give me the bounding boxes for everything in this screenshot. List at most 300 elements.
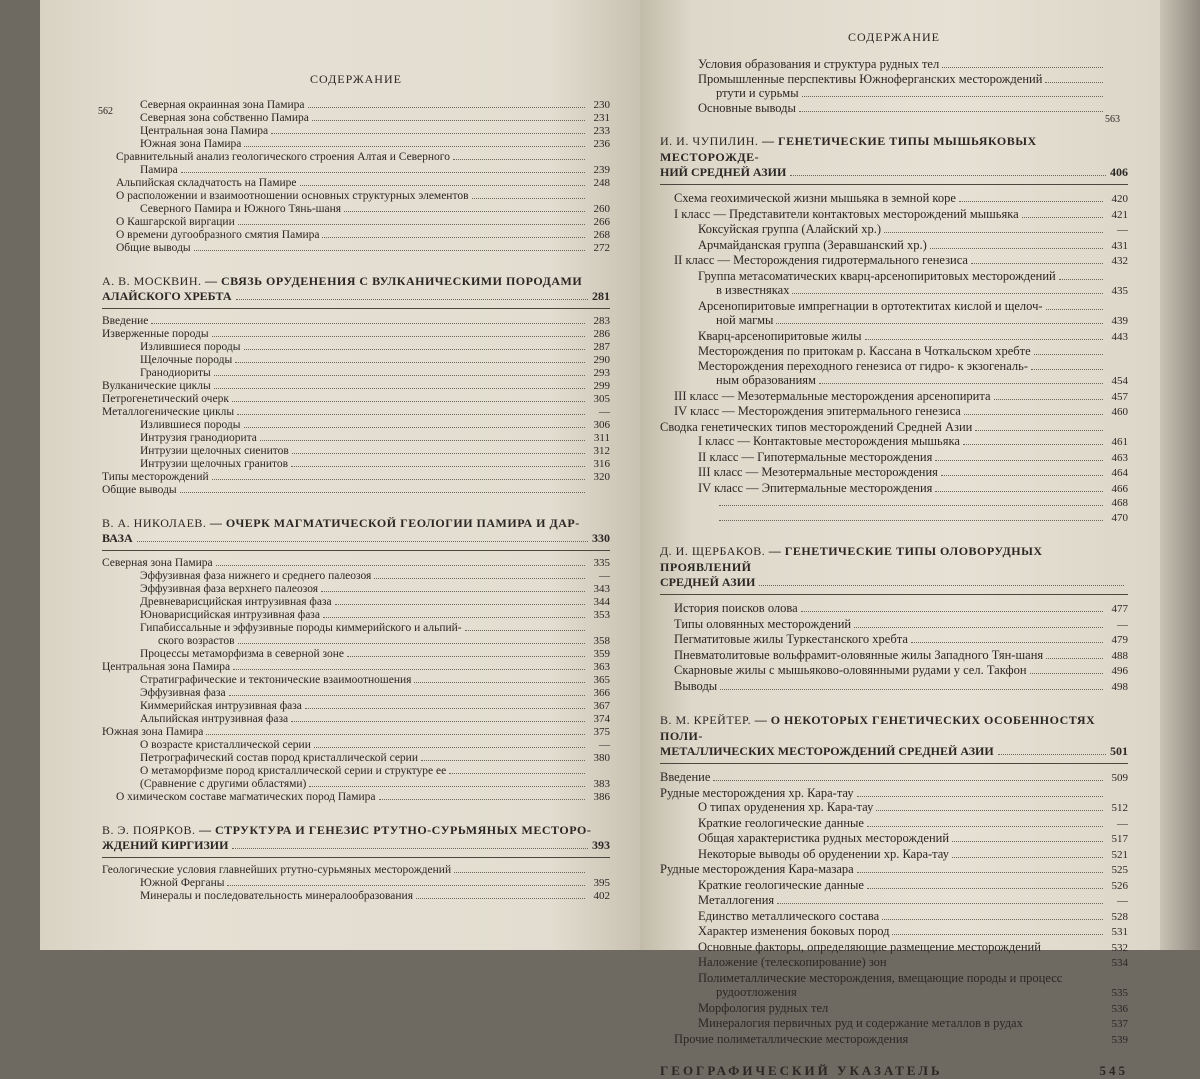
toc-entry-title: ным образованиям (716, 373, 816, 387)
toc-sections (660, 133, 1128, 1047)
toc-entry-title: Южная зона Памира (102, 726, 204, 738)
section-title-line1: — ГЕНЕТИЧЕСКИЕ ТИПЫ ОЛОВОРУДНЫХ ПРОЯВЛЕНИЙ (660, 544, 1043, 574)
toc-entry-title: Металлогенические циклы (102, 406, 235, 418)
dot-leader (454, 872, 585, 873)
toc-entry-page: 316 (593, 458, 610, 470)
section-title-line2-row (102, 289, 610, 304)
dot-leader (1022, 217, 1103, 218)
toc-entry (660, 511, 1128, 526)
dot-leader (465, 630, 585, 631)
toc-entry-page: 521 (1111, 848, 1128, 861)
toc-entry-title: Гранодиориты (140, 367, 211, 379)
section-heading (660, 133, 1128, 165)
dot-leader (882, 919, 1103, 920)
toc-entry (102, 765, 610, 778)
toc-entry-title: Прочие полиметаллические месторождения (674, 1031, 909, 1046)
dot-leader (867, 888, 1103, 889)
toc-entry-title: I класс — Представители контактовых месторождений мышьяка (674, 206, 1019, 221)
toc-entry-page: 239 (593, 164, 610, 176)
toc-entry (660, 283, 1128, 299)
toc-entry (660, 679, 1128, 695)
dot-leader (857, 796, 1103, 797)
toc-entry-title: Северная зона Памира (102, 557, 213, 569)
section-rule (102, 550, 610, 551)
dot-leader (947, 1074, 1096, 1075)
dot-leader (857, 872, 1103, 873)
toc-entry-title: Процессы метаморфизма в северной зоне (140, 648, 345, 660)
toc-entry-title: рудоотложения (716, 985, 797, 999)
page-number: 563 (1105, 114, 1120, 125)
toc-entry (660, 420, 1128, 435)
toc-entry-title: в известняках (716, 283, 790, 297)
dot-leader (312, 120, 585, 121)
toc-entry-title: Характер изменения боковых пород (698, 924, 890, 938)
dot-leader (1059, 279, 1103, 280)
dot-leader (137, 541, 588, 542)
section-title-line2: МЕТАЛЛИЧЕСКИХ МЕСТОРОЖДЕНИЙ СРЕДНЕЙ АЗИИ (660, 744, 994, 758)
toc-entry (102, 328, 610, 341)
toc-entry-title: Вулканические циклы (102, 380, 211, 392)
section-author: А. В. МОСКВИН. (102, 274, 202, 288)
toc-entry-page: 365 (593, 674, 610, 686)
section-title-line1: — СВЯЗЬ ОРУДЕНЕНИЯ С ВУЛКАНИЧЕСКИМИ ПОРОДАМИ (205, 274, 583, 288)
section-title-line2-row (102, 531, 610, 546)
toc-entry (660, 101, 1128, 116)
toc-entry (660, 831, 1128, 847)
toc-entry (660, 770, 1128, 786)
toc-entry-title: III класс — Мезотермальные месторождения (698, 465, 938, 479)
toc-entry-page: 531 (1111, 926, 1128, 938)
dot-leader (229, 695, 585, 696)
section-heading (660, 712, 1128, 744)
toc-entry-title: Арсенопиритовые импрегнации в ортотектитах кислой и щелоч- (698, 298, 1043, 313)
toc-entry-page: 363 (593, 661, 610, 673)
section-heading (102, 515, 610, 531)
dot-leader (300, 185, 585, 186)
toc-entry-title: II класс — Гипотермальные месторождения (698, 449, 933, 464)
toc-entry (102, 341, 610, 354)
toc-entry (660, 299, 1128, 314)
toc-entry-page: 380 (593, 752, 610, 764)
dot-leader (802, 96, 1103, 97)
section-title-line2: СРЕДНЕЙ АЗИИ (660, 575, 756, 589)
toc-entry (660, 238, 1128, 254)
toc-entry-title: Сравнительный анализ геологического строения Алтая и Северного (116, 151, 450, 163)
dot-leader (180, 492, 585, 493)
toc-entry-title: Условия образования и структура рудных тел (698, 57, 940, 71)
toc-entry (102, 609, 610, 622)
toc-entry-title: Стратиграфические и тектонические взаимоотношения (140, 674, 412, 686)
toc-entry-page: 286 (593, 328, 610, 340)
dot-leader (930, 248, 1103, 249)
toc-entry-title: Южная зона Памира (140, 138, 242, 150)
toc-entry-title: Минералогия первичных руд и содержание металлов в рудах (698, 1016, 1023, 1030)
dot-leader (214, 375, 585, 376)
toc-entry-page: 395 (593, 877, 610, 889)
toc-entry (102, 471, 610, 484)
toc-entry (660, 800, 1128, 816)
section-title-line2: ВАЗА (102, 531, 133, 545)
toc-entry-page: 236 (593, 138, 610, 150)
dot-leader (206, 734, 585, 735)
dot-leader (911, 1042, 1103, 1043)
toc-entry-title: Петрографический состав пород кристаллической серии (140, 752, 418, 764)
toc-entry-page: 539 (1111, 1033, 1128, 1046)
toc-entry (660, 207, 1128, 223)
toc-entry-title: О возрасте кристаллической серии (140, 739, 311, 751)
toc-entry (660, 1001, 1128, 1017)
section-title-line1: — СТРУКТУРА И ГЕНЕЗИС РТУТНО-СУРЬМЯНЫХ МЕСТОРО- (198, 823, 592, 837)
dot-leader (151, 323, 585, 324)
dot-leader (1031, 369, 1103, 370)
toc-entry (102, 570, 610, 583)
dot-leader (322, 237, 585, 238)
section-heading (102, 822, 610, 838)
running-head: СОДЕРЖАНИЕ (310, 72, 402, 86)
toc-entry-page: 231 (593, 112, 610, 124)
toc-entry-page: — (599, 570, 610, 582)
toc-entry (102, 203, 610, 216)
toc-entry-title: Изверженные породы (102, 328, 209, 340)
toc-entry (102, 216, 610, 229)
toc-entry (102, 164, 610, 177)
toc-entry (660, 86, 1128, 101)
toc-entry-title: Южной Ферганы (140, 877, 225, 889)
toc-entry (660, 313, 1128, 329)
toc-entry-title: Северного Памира и Южного Тянь-шаня (140, 203, 342, 215)
dot-leader (876, 810, 1103, 811)
dot-leader (964, 414, 1103, 415)
toc-entry-title: Группа метасоматических кварц-арсенопиритовых месторождений (698, 268, 1056, 283)
toc-entry (660, 878, 1128, 894)
toc-entry-title: Введение (660, 770, 711, 784)
dot-leader (232, 401, 585, 402)
toc-entry-page: 299 (593, 380, 610, 392)
toc-entry-page: 366 (593, 687, 610, 699)
toc-entry-page: 335 (593, 557, 610, 569)
dot-leader (236, 299, 588, 300)
toc-entry-page: 461 (1111, 436, 1128, 448)
dot-leader (308, 107, 585, 108)
toc-entry-title: Арчмайданская группа (Зеравшанский хр.) (698, 237, 927, 252)
toc-entry (102, 557, 610, 570)
toc-entry (102, 367, 610, 380)
dot-leader (998, 754, 1106, 755)
toc-entry (660, 373, 1128, 389)
toc-entry-page: 488 (1111, 649, 1128, 662)
toc-entry-title: Наложение (телескопирование) зон (698, 955, 887, 969)
toc-entry-title: Сводка генетических типов месторождений Средней Азии (660, 419, 973, 434)
dot-leader (238, 643, 585, 644)
dot-leader (449, 773, 585, 774)
toc-entry-page: — (1117, 618, 1128, 631)
toc-entry-title: Выводы (674, 678, 718, 693)
toc-entry-title: ртути и сурьмы (716, 86, 799, 100)
toc-entry-page: 528 (1111, 910, 1128, 923)
toc-entry (660, 253, 1128, 269)
toc-entry-title: О химическом составе магматических пород Памира (116, 791, 376, 803)
toc-entry (102, 380, 610, 393)
section-page: 330 (592, 531, 610, 545)
toc-entry (102, 484, 610, 497)
toc-entry-page: 312 (593, 445, 610, 457)
toc-entry-title: Рудные месторождения хр. Кара-тау (660, 785, 854, 800)
toc-entry-title: Геологические условия главнейших ртутно-сурьмяных месторождений (102, 864, 452, 876)
toc-final-entry (660, 1063, 1128, 1079)
toc-entry (102, 739, 610, 752)
section-title-line1: — ГЕНЕТИЧЕСКИЕ ТИПЫ МЫШЬЯКОВЫХ МЕСТОРОЖДЕ- (660, 134, 1037, 164)
toc-entry-page: 435 (1111, 285, 1128, 297)
toc-entry (660, 269, 1128, 284)
dot-leader (216, 565, 585, 566)
toc-entry (660, 481, 1128, 497)
toc-entry-page: 463 (1111, 451, 1128, 464)
dot-leader (453, 159, 585, 160)
dot-leader (374, 578, 585, 579)
toc-entry-page: 517 (1111, 833, 1128, 845)
toc-entry-title: Общие выводы (102, 484, 177, 496)
toc-entry-title: Северная зона собственно Памира (140, 112, 309, 124)
toc-entry-title: Схема геохимической жизни мышьяка в земной коре (674, 191, 956, 205)
toc-entry-title: Эффузивная фаза нижнего и среднего палеозоя (140, 570, 372, 582)
section-rule (102, 308, 610, 309)
dot-leader (994, 399, 1104, 400)
toc-section (102, 273, 610, 497)
toc-entry-title: ского возрастов (158, 635, 235, 647)
section-heading (660, 543, 1128, 575)
toc-entry-page: — (1117, 224, 1128, 236)
section-title-line1: — ОЧЕРК МАГМАТИЧЕСКОЙ ГЕОЛОГИИ ПАМИРА И ДАР- (209, 516, 580, 530)
dot-leader (344, 211, 585, 212)
toc-entry-page: 293 (593, 367, 610, 379)
toc-entry (102, 635, 610, 648)
toc-entry-page: 454 (1111, 375, 1128, 387)
toc-entry (102, 596, 610, 609)
toc-entry (102, 778, 610, 791)
toc-entry-page: 468 (1111, 497, 1128, 509)
dot-leader (214, 388, 585, 389)
toc-entry-title: III класс — Мезотермальные месторождения арсенопирита (674, 388, 991, 403)
toc-entry (102, 125, 610, 138)
section-author: И. И. ЧУПИЛИН. (660, 134, 759, 148)
toc-entry (102, 112, 610, 125)
dot-leader (244, 146, 585, 147)
toc-entry-page: 375 (593, 726, 610, 738)
section-author: В. А. НИКОЛАЕВ. (102, 516, 207, 530)
toc-entry-title: Скарновые жилы с мышьяково-оловянными рудами у сел. Такфон (674, 663, 1027, 677)
toc-entry-page: 233 (593, 125, 610, 137)
dot-leader (941, 475, 1103, 476)
toc-entry-page: 402 (593, 890, 610, 902)
toc-entry-title: Пегматитовые жилы Туркестанского хребта (674, 632, 908, 646)
toc-entry-page: 272 (593, 242, 610, 254)
dot-leader (971, 263, 1103, 264)
section-title-line2-row (102, 838, 610, 853)
dot-leader (260, 440, 585, 441)
toc-entry (102, 393, 610, 406)
toc-entry-title: О Кашгарской виргации (116, 216, 235, 228)
toc-entry (102, 700, 610, 713)
toc-entry-title: Морфология рудных тел (698, 1000, 829, 1015)
toc-entry-title: Краткие геологические данные (698, 815, 864, 830)
toc-entry (102, 687, 610, 700)
toc-entry-title: Рудные месторождения Кара-мазара (660, 862, 854, 876)
toc-entry-page: 470 (1111, 511, 1128, 524)
toc-entry (102, 864, 610, 877)
toc-entry (102, 242, 610, 255)
toc-entry-title: Древневарисцийская интрузивная фаза (140, 596, 332, 608)
toc-entry-title: II класс — Месторождения гидротермального генезиса (674, 253, 968, 267)
toc-entry-page: 525 (1111, 864, 1128, 876)
dot-leader (271, 133, 585, 134)
toc-entry (660, 465, 1128, 481)
toc-entry (102, 99, 610, 112)
dot-leader (963, 444, 1103, 445)
dot-leader (720, 689, 1103, 690)
dot-leader (777, 903, 1103, 904)
toc-entry (660, 971, 1128, 986)
toc-entry (660, 924, 1128, 940)
dot-leader (935, 460, 1103, 461)
toc-entry (102, 674, 610, 687)
dot-leader (884, 232, 1103, 233)
toc-entry-title: Основные выводы (698, 100, 796, 115)
toc-entry (660, 847, 1128, 863)
toc-entry-title: Месторождения по притокам р. Кассана в Чоткальском хребте (698, 344, 1031, 358)
toc-entry (660, 985, 1128, 1001)
dot-leader (244, 349, 586, 350)
toc-entry-page: 268 (593, 229, 610, 241)
toc-entry-title: Петрогенетический очерк (102, 393, 229, 405)
toc-entry-title: I класс — Контактовые месторождения мышьяка (698, 434, 960, 448)
toc-entry-page: 266 (593, 216, 610, 228)
dot-leader (935, 491, 1103, 492)
left-page (40, 0, 640, 950)
toc-entry-title: Типы оловянных месторождений (674, 616, 852, 631)
dot-leader (1034, 354, 1103, 355)
toc-entry (660, 450, 1128, 466)
toc-entry (102, 458, 610, 471)
toc-entry (102, 877, 610, 890)
toc-entry (660, 663, 1128, 679)
toc-entry-page: 248 (593, 177, 610, 189)
section-page: 406 (1110, 165, 1128, 179)
section-heading (102, 273, 610, 289)
toc-entry-title: Альпийская складчатость на Памире (116, 177, 297, 189)
toc-section (660, 543, 1128, 694)
toc-entry-page: 420 (1111, 193, 1128, 205)
dot-leader (244, 427, 586, 428)
toc-entry-page: 536 (1111, 1002, 1128, 1015)
dot-leader (1045, 82, 1103, 83)
toc-entry-page: 367 (593, 700, 610, 712)
toc-entry-page: — (1117, 817, 1128, 830)
toc-entry-page: 537 (1111, 1018, 1128, 1030)
toc-entry-title: Месторождения переходного генезиса от гидро- к экзогеналь- (698, 358, 1028, 373)
toc-entry-page: 534 (1111, 957, 1128, 969)
toc-entry-page: 432 (1111, 255, 1128, 267)
section-author: В. Э. ПОЯРКОВ. (102, 823, 196, 837)
toc-entry-page: 464 (1111, 467, 1128, 479)
dot-leader (309, 786, 585, 787)
toc-entry-title: Краткие геологические данные (698, 877, 864, 892)
dot-leader (235, 362, 585, 363)
toc-entry (102, 419, 610, 432)
toc-entry-page: 320 (593, 471, 610, 483)
toc-entry (660, 862, 1128, 878)
dot-leader (719, 520, 1103, 521)
dot-leader (790, 175, 1106, 176)
dot-leader (1046, 309, 1103, 310)
toc-entry-page: 230 (593, 99, 610, 111)
toc-entry-page: 421 (1111, 208, 1128, 221)
section-author: Д. И. ЩЕРБАКОВ. (660, 544, 766, 558)
toc-entry (660, 404, 1128, 420)
section-title-line2: ЖДЕНИЙ КИРГИЗИИ (102, 838, 229, 852)
toc-entry-title: Некоторые выводы об оруденении хр. Кара-тау (698, 846, 949, 861)
toc-entry-page: 290 (593, 354, 610, 366)
dot-leader (1030, 673, 1103, 674)
dot-leader (421, 760, 585, 761)
toc-entry (102, 791, 610, 804)
dot-leader (194, 250, 585, 251)
toc-continued-list (102, 99, 610, 255)
section-page: 393 (592, 838, 610, 852)
dot-leader (713, 780, 1103, 781)
dot-leader (237, 414, 585, 415)
toc-entry-title: Единство металлического состава (698, 908, 880, 923)
toc-entry (660, 222, 1128, 238)
toc-entry-page: 532 (1111, 941, 1128, 954)
toc-entry-page: 359 (593, 648, 610, 660)
dot-leader (181, 172, 585, 173)
toc-entry-page: 311 (593, 432, 610, 444)
section-page: 501 (1110, 744, 1128, 758)
dot-leader (975, 430, 1103, 431)
toc-entry (102, 713, 610, 726)
toc-entry (660, 496, 1128, 511)
dot-leader (212, 336, 585, 337)
toc-entry (102, 432, 610, 445)
toc-entry (660, 909, 1128, 925)
dot-leader (291, 466, 585, 467)
toc-entry (660, 816, 1128, 832)
toc-entry-page: 353 (593, 609, 610, 621)
page-edge (1160, 0, 1200, 950)
toc-entry-page: 526 (1111, 879, 1128, 892)
toc-entry-page: 443 (1111, 330, 1128, 343)
toc-entry-page: 386 (593, 791, 610, 803)
dot-leader (1065, 981, 1103, 982)
section-title-line2-row (660, 165, 1128, 180)
toc-entry-page: 535 (1111, 987, 1128, 999)
toc-entry (102, 354, 610, 367)
page-number: 562 (98, 106, 113, 117)
toc-entry-title: Гипабиссальные и эффузивные породы киммерийского и альпий- (140, 622, 462, 634)
right-page (640, 0, 1160, 1078)
dot-leader (227, 885, 585, 886)
toc-entry-page: — (1117, 895, 1128, 907)
toc-entry (660, 1016, 1128, 1032)
toc-entry (660, 344, 1128, 359)
toc-entry (102, 890, 610, 903)
toc-entry (660, 389, 1128, 405)
toc-entry (660, 57, 1128, 72)
dot-leader (1044, 950, 1103, 951)
toc-entry-title: Кварц-арсенопиритовые жилы (698, 328, 862, 343)
dot-leader (314, 747, 585, 748)
toc-entry-page: 496 (1111, 665, 1128, 677)
